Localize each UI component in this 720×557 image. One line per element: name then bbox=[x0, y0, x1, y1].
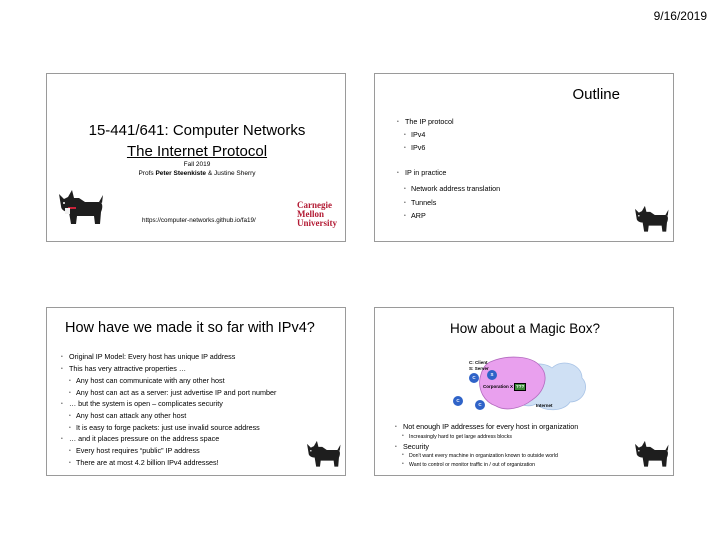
bullet-item bbox=[69, 411, 186, 420]
term: Fall 2019 bbox=[183, 161, 211, 168]
slide-ipv4-history bbox=[46, 307, 346, 476]
slide-outline bbox=[374, 73, 674, 242]
bullet-icon: • bbox=[61, 401, 63, 407]
outline-item-text: IP in practice bbox=[405, 168, 447, 177]
course-title: 15-441/641: Computer Networks bbox=[88, 122, 306, 139]
profs-suffix: & Justine Sherry bbox=[206, 170, 256, 177]
bullet-icon: • bbox=[69, 448, 71, 454]
slide-title-page bbox=[46, 73, 346, 242]
bullet-icon: • bbox=[69, 413, 71, 419]
bullet-icon: • bbox=[402, 461, 404, 467]
client-node: C bbox=[453, 396, 463, 406]
outline-item-text: ARP bbox=[411, 211, 426, 220]
outline-item bbox=[404, 211, 426, 220]
slide-title: How have we made it so far with IPv4? bbox=[65, 320, 315, 336]
bullet-item bbox=[395, 442, 429, 451]
logo-line-1: Carnegie bbox=[297, 200, 332, 210]
legend-server: S: Server bbox=[469, 365, 489, 371]
cmu-logo bbox=[297, 201, 343, 228]
legend-client: C: Client bbox=[469, 360, 488, 365]
bullet-item bbox=[402, 452, 558, 459]
bullet-text: It is easy to forge packets: just use invalid source address bbox=[76, 423, 260, 432]
bullet-item bbox=[69, 458, 219, 467]
bullet-text: Original IP Model: Every host has unique IP address bbox=[69, 352, 236, 361]
bullet-icon: • bbox=[69, 378, 71, 384]
logo-line-2: Mellon bbox=[297, 209, 324, 219]
bullet-icon: • bbox=[404, 145, 406, 151]
bullet-icon: • bbox=[397, 170, 399, 176]
slide-title: Outline bbox=[572, 86, 620, 103]
scottie-dog-icon bbox=[632, 436, 670, 470]
bullet-text: … but the system is open – complicates security bbox=[69, 399, 223, 408]
bullet-icon: • bbox=[61, 436, 63, 442]
bullet-text: Increasingly hard to get large address blocks bbox=[409, 434, 512, 440]
bullet-text: Every host requires “public” IP address bbox=[76, 446, 200, 455]
bullet-text: There are at most 4.2 billion IPv4 addresses! bbox=[76, 458, 219, 467]
bullet-text: Any host can attack any other host bbox=[76, 411, 187, 420]
scottie-dog-icon bbox=[304, 436, 342, 470]
outline-item bbox=[404, 143, 425, 152]
outline-item-text: IPv4 bbox=[411, 130, 426, 139]
server-node: S bbox=[487, 370, 497, 380]
bullet-item bbox=[402, 433, 512, 440]
bullet-icon: • bbox=[402, 433, 404, 439]
bullet-item bbox=[395, 422, 578, 431]
outline-item bbox=[397, 168, 446, 177]
bullet-text: Want to control or monitor traffic in / out of organization bbox=[409, 462, 536, 468]
bullet-text: Security bbox=[403, 442, 429, 451]
logo-line-3: University bbox=[297, 218, 337, 228]
bullet-icon: • bbox=[61, 366, 63, 372]
bullet-item bbox=[61, 352, 235, 361]
bullet-text: Any host can act as a server: just advertise IP and port number bbox=[76, 388, 277, 397]
bullet-icon: • bbox=[402, 452, 404, 458]
magic-box: ??? bbox=[516, 384, 525, 389]
bullet-item bbox=[69, 423, 260, 432]
bullet-icon: • bbox=[404, 186, 406, 192]
print-date: 9/16/2019 bbox=[653, 9, 707, 23]
bullet-icon: • bbox=[404, 200, 406, 206]
course-url: https://computer-networks.github.io/fa19/ bbox=[142, 217, 256, 224]
bullet-icon: • bbox=[404, 132, 406, 138]
outline-item-text: Tunnels bbox=[411, 198, 437, 207]
bullet-item bbox=[69, 376, 225, 385]
outline-item bbox=[404, 130, 425, 139]
scottie-dog-icon bbox=[55, 184, 105, 228]
scottie-dog-icon bbox=[632, 201, 670, 235]
bullet-item bbox=[402, 461, 535, 468]
slide-title: How about a Magic Box? bbox=[449, 321, 601, 336]
instructor-1: Peter Steenkiste bbox=[155, 170, 207, 177]
bullet-text: This has very attractive properties … bbox=[69, 364, 187, 373]
bullet-icon: • bbox=[395, 444, 397, 450]
bullet-icon: • bbox=[69, 425, 71, 431]
bullet-text: Not enough IP addresses for every host in organization bbox=[403, 422, 579, 431]
outline-item-text: The IP protocol bbox=[405, 117, 454, 126]
slide-magic-box bbox=[374, 307, 674, 476]
outline-item bbox=[404, 184, 500, 193]
client-node: C bbox=[469, 373, 479, 383]
bullet-item bbox=[69, 446, 200, 455]
internet-label: Internet bbox=[536, 403, 553, 408]
bullet-text: Any host can communicate with any other host bbox=[76, 376, 225, 385]
instructors bbox=[47, 170, 346, 177]
lecture-title: The Internet Protocol bbox=[126, 143, 268, 160]
bullet-item bbox=[69, 388, 276, 397]
profs-prefix: Profs bbox=[138, 170, 156, 177]
bullet-icon: • bbox=[69, 460, 71, 466]
bullet-icon: • bbox=[395, 424, 397, 430]
outline-item bbox=[397, 117, 454, 126]
client-node: C bbox=[475, 400, 485, 410]
bullet-icon: • bbox=[404, 213, 406, 219]
bullet-icon: • bbox=[61, 354, 63, 360]
bullet-item bbox=[61, 364, 186, 373]
bullet-text: Don't want every machine in organization known to outside world bbox=[409, 453, 558, 459]
diagram-legend bbox=[469, 360, 489, 371]
corporation-label: Corporation X bbox=[483, 384, 513, 389]
bullet-icon: • bbox=[69, 390, 71, 396]
bullet-icon: • bbox=[397, 119, 399, 125]
bullet-item bbox=[61, 399, 223, 408]
outline-item-text: Network address translation bbox=[411, 184, 501, 193]
bullet-text: … and it places pressure on the address space bbox=[69, 434, 220, 443]
outline-item-text: IPv6 bbox=[411, 143, 426, 152]
bullet-item bbox=[61, 434, 219, 443]
outline-item bbox=[404, 198, 436, 207]
